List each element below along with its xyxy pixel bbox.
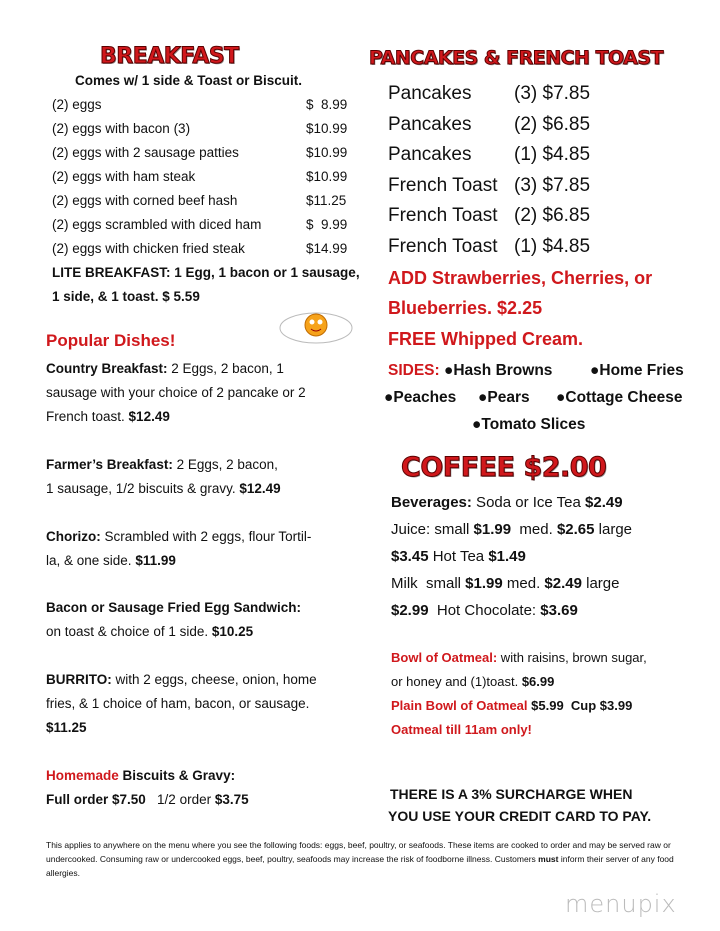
pancake-item [388, 235, 591, 258]
disclaimer-must: must [538, 854, 559, 864]
pancake-item [388, 113, 591, 136]
pancake-item [388, 174, 591, 197]
item-name: (2) eggs with corned beef hash [52, 193, 238, 208]
pancake-item [388, 83, 591, 105]
item-price: $10.99 [306, 145, 348, 160]
surcharge-notice: THERE IS A 3% SURCHARGE WHEN [390, 786, 633, 802]
chorizo-desc-2: la, & one side. [46, 553, 136, 568]
breakfast-item [52, 121, 352, 136]
bev-text: Juice: small [391, 521, 474, 538]
bev-price: $2.49 [585, 494, 623, 511]
item-price: (2) $6.85 [514, 113, 591, 135]
biscuits-name: Biscuits & Gravy: [118, 768, 236, 783]
breakfast-item [52, 145, 352, 160]
oatmeal-desc: with raisins, brown sugar, [497, 650, 647, 665]
oatmeal-price: $6.99 [521, 674, 555, 689]
bev-price: $1.49 [488, 548, 526, 565]
chorizo-price: $11.99 [135, 553, 176, 568]
bev-text: Soda or Ice Tea [471, 494, 586, 511]
plain-oatmeal-price: $5.99 Cup $3.99 [527, 698, 633, 713]
bev-text: Milk small [391, 575, 466, 592]
allergy-disclaimer [46, 838, 686, 880]
biscuits-half-label: 1/2 order [145, 792, 215, 807]
sandwich-price: $10.25 [211, 624, 254, 639]
sandwich-name: Bacon or Sausage Fried Egg Sandwich: [46, 600, 302, 615]
burrito-desc: with 2 eggs, cheese, onion, home [111, 672, 317, 687]
bev-price: $3.45 [391, 548, 429, 565]
bev-price: $2.49 [544, 575, 582, 592]
burrito-desc-2: fries, & 1 choice of ham, bacon, or sausage. [46, 696, 310, 711]
watermark-logo: menupix [565, 890, 677, 918]
item-name: (2) eggs scrambled with diced ham [52, 217, 262, 232]
item-name: Pancakes [388, 144, 472, 165]
disclaimer-text-2: inform their server of any food allergies. [46, 854, 674, 878]
item-price: $ 8.99 [306, 97, 348, 112]
oatmeal-note: Oatmeal till 11am only! [391, 722, 532, 737]
item-price: (3) $7.85 [514, 174, 591, 196]
bev-text: Hot Chocolate: [428, 602, 541, 619]
breakfast-item [52, 169, 352, 184]
item-price: $14.99 [306, 241, 348, 256]
surcharge-notice-2: YOU USE YOUR CREDIT CARD TO PAY. [388, 808, 652, 824]
bev-text: med. [511, 521, 557, 538]
item-price: (3) $7.85 [514, 83, 591, 104]
burrito-price: $11.25 [46, 720, 87, 735]
breakfast-item [52, 97, 352, 112]
country-desc-3: French toast. [46, 409, 129, 424]
side-item: Peaches [393, 389, 457, 406]
bev-price: $3.69 [540, 602, 578, 619]
beverages-label: Beverages: [391, 494, 472, 511]
pancake-item [388, 205, 591, 227]
egg-icon [276, 308, 356, 353]
breakfast-item [52, 193, 352, 208]
popular-dishes-title: Popular Dishes! [46, 331, 176, 350]
breakfast-subtitle: Comes w/ 1 side & Toast or Biscuit. [75, 73, 303, 88]
breakfast-item [52, 217, 352, 232]
item-name: Pancakes [388, 83, 472, 104]
biscuits-homemade: Homemade [46, 768, 119, 783]
item-price: (1) $4.85 [514, 235, 591, 257]
item-name: (2) eggs with 2 sausage patties [52, 145, 239, 160]
breakfast-item [52, 241, 352, 256]
free-whipped-cream: FREE Whipped Cream. [388, 329, 584, 349]
item-name: French Toast [388, 205, 498, 226]
oatmeal-name: Bowl of Oatmeal: [391, 650, 498, 665]
bev-price: $2.99 [391, 602, 429, 619]
lite-breakfast-cont: 1 side, & 1 toast. $ 5.59 [52, 289, 200, 304]
breakfast-title: BREAKFAST [100, 44, 239, 69]
item-price: $10.99 [306, 121, 348, 136]
side-item: Home Fries [599, 362, 684, 379]
add-fruit: ADD Strawberries, Cherries, or [388, 268, 653, 288]
side-item: Hash Browns [453, 362, 553, 379]
menu-page: BREAKFAST Comes w/ 1 side & Toast or Biscuit. (2) eggs $ 8.99 (2) eggs with bacon (3) $10.99 (2) eggs with 2 sausage patties $10.99 (2) eggs with ham steak $10.99 (2) eggs with corned beef hash $11.25 (2) eggs scrambled with diced ham $ 9.99 (2) eggs with chicken fried steak $14.99 LITE BREAKFAST: 1 Egg, 1 bacon or 1 sausage, 1 side, & 1 toast. $ 5.59 Popular Dishes! Country Breakfast: 2 Eggs, 2 bacon, 1 sausage with your choice of 2 pancake or 2 French toast. $12.49 Farmer’s Breakfast: 2 Eggs, 2 bacon, 1 sausage, 1/2 biscuits & gravy. $12.49 Chorizo: Scrambled with 2 eggs, flour Tortil- la, & one side. $11.99 Bacon or Sausage Fried Egg Sandwich: on toast & choice of 1 side. $10.25 BURRITO: with 2 eggs, cheese, onion, home fries, & 1 choice of ham, bacon, or sausage. $11.25 Homemade Biscuits & Gravy: Full order $7.50 1/2 order $3.75 PANCAKES & FRENCH TOAST Pancakes (3) $7.85 Pancakes (2) $6.85 Pancakes (1) $4.85 French Toast (3) $7.85 French Toast (2) $6.85 French Toast (1) $4.85 ADD Strawberries, Cherries, or Blueberries. $2.25 FREE Whipped Cream. SIDES: ●Hash Browns ●Home Fries ●Peaches ●Pears ●Cottage Cheese ●Tomato Slices COFFEE $2.00 Beverages: Soda or Ice Tea $2.49 Juice: small $1.99 med. $2.65 large $3.45 Hot Tea $1.49 Milk small $1.99 med. $2.49 large $2.99 Hot Chocolate: $3.69 Bowl of Oatmeal: with raisins, brown sugar, or honey and (1)toast. $6.99 Plain Bowl of Oatmeal $5.99 Cup $3.99 Oatmeal till 11am only! THERE IS A 3% SURCHARGE WHEN YOU USE YOUR CREDIT CARD TO PAY. This applies to anywhere on the menu where you see the following foods: eggs, beef, poultry, or seafoods. These items are cooked to order and may be served raw or undercooked. Consuming raw or undercooked eggs, beef, poultry, seafoods may increase the risk of foodborne illness. Customers must inform their server of any food allergies. menupix [0, 0, 720, 931]
biscuits-half-price: $3.75 [214, 792, 249, 807]
country-desc-2: sausage with your choice of 2 pancake or 2 [46, 385, 306, 400]
lite-breakfast: LITE BREAKFAST: 1 Egg, 1 bacon or 1 sausage, [52, 265, 360, 280]
chorizo-desc: Scrambled with 2 eggs, flour Tortil- [100, 529, 312, 544]
coffee-title: COFFEE $2.00 [401, 452, 607, 483]
bev-text: large [581, 575, 620, 592]
plain-oatmeal: Plain Bowl of Oatmeal [391, 698, 528, 713]
item-name: French Toast [388, 174, 498, 196]
item-name: French Toast [388, 235, 498, 257]
burrito-name: BURRITO: [46, 672, 112, 687]
item-price: $10.99 [306, 169, 348, 184]
item-name: (2) eggs with bacon (3) [52, 121, 191, 136]
pancakes-title: PANCAKES & FRENCH TOAST [369, 47, 664, 69]
country-desc: 2 Eggs, 2 bacon, 1 [167, 361, 284, 376]
item-name: (2) eggs with ham steak [52, 169, 196, 184]
bev-text: Hot Tea [428, 548, 489, 565]
add-fruit-price: Blueberries. $2.25 [388, 298, 543, 318]
pancake-item [388, 144, 591, 166]
side-item: Tomato Slices [481, 416, 586, 433]
country-price: $12.49 [128, 409, 170, 424]
biscuits-full: Full order $7.50 [46, 792, 146, 807]
farmer-price: $12.49 [239, 481, 281, 496]
disclaimer-text: This applies to anywhere on the menu where you see the following foods: eggs, beef, poultry, or seafoods. These items are cooked to order and may be served raw or undercooked. Consuming raw or undercooked eggs, beef, poultry, seafoods may increase the risk of foodborne illness. Customers [46, 840, 671, 864]
bev-price: $1.99 [465, 575, 503, 592]
sides-label: SIDES: [388, 362, 440, 379]
country-name: Country Breakfast: [46, 361, 168, 376]
item-name: (2) eggs [52, 97, 102, 112]
farmer-desc: 2 Eggs, 2 bacon, [172, 457, 278, 472]
farmer-desc-2: 1 sausage, 1/2 biscuits & gravy. [46, 481, 240, 496]
item-price: $11.25 [306, 193, 347, 208]
item-name: Pancakes [388, 113, 472, 135]
farmer-name: Farmer’s Breakfast: [46, 457, 173, 472]
side-item: Cottage Cheese [565, 389, 683, 406]
bev-text: med. [502, 575, 545, 592]
chorizo-name: Chorizo: [46, 529, 101, 544]
bev-price: $1.99 [473, 521, 512, 538]
item-name: (2) eggs with chicken fried steak [52, 241, 245, 256]
bev-price: $2.65 [556, 521, 595, 538]
item-price: $ 9.99 [306, 217, 348, 232]
bev-text: large [594, 521, 633, 538]
side-item: Pears [487, 389, 530, 406]
item-price: (2) $6.85 [514, 205, 591, 226]
oatmeal-desc-2: or honey and (1)toast. [391, 674, 522, 689]
sandwich-desc: on toast & choice of 1 side. [46, 624, 212, 639]
item-price: (1) $4.85 [514, 144, 591, 165]
